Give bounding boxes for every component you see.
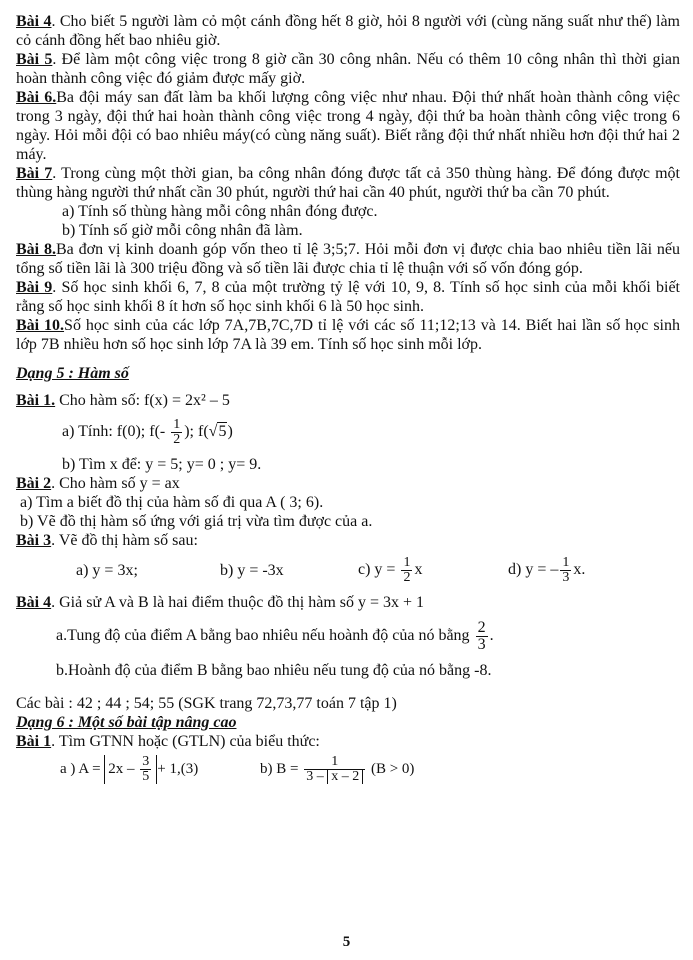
exercise-7-part-b: b) Tính số giờ mỗi công nhân đã làm. (62, 222, 303, 239)
part-text: b) B = (260, 760, 303, 777)
part-d (508, 556, 585, 585)
exercise-text: . Số học sinh khối 6, 7, 8 của một trường tỷ lệ với 10, 9, 8. Tính số học sinh của mỗi khối biết rằng số học sinh khối 8 ít hơn số học sinh khối 6 là 50 học sinh. (16, 279, 680, 315)
exercise-4 (16, 12, 680, 50)
function-exercise-4-part-b: b.Hoành độ của điểm B bằng bao nhiêu nếu tung độ của nó bằng -8. (56, 662, 492, 679)
advanced-exercise-1 (16, 732, 680, 751)
exercise-text: . Cho biết 5 người làm cỏ một cánh đồng hết 8 giờ, hỏi 8 người với (cùng năng suất như thế) làm cỏ cánh đồng hết bao nhiêu giờ. (16, 13, 681, 49)
exercise-text: Ba đội máy san đất làm ba khối lượng công việc như nhau. Đội thứ nhất hoàn thành công việc trong 3 ngày, đội thứ hai hoàn thành công việc trong 4 ngày, đội thứ ba hoàn thành công việc trong 6 ngày. Hỏi mỗi đội có bao nhiêu máy(có cùng năng suất). Biết rằng đội thứ nhất nhiều hơn đội thứ hai 2 máy. (16, 89, 680, 163)
exercise-text: . Tìm GTNN hoặc (GTLN) của biểu thức: (51, 733, 320, 750)
function-exercise-2-part-a: a) Tìm a biết đồ thị của hàm số đi qua A ( 3; 6). (20, 494, 324, 511)
part-text: ) (227, 423, 233, 441)
fraction-numerator: 3 (142, 754, 150, 769)
exercise-text: . Cho hàm số y = ax (51, 475, 180, 492)
fraction-numerator: 1 (304, 755, 365, 770)
fraction (304, 755, 365, 784)
part-text: x. (573, 561, 586, 579)
fraction-numerator: 1 (562, 555, 570, 570)
absolute-value: x – 2 (327, 770, 363, 784)
part-a: a) y = 3x; (76, 562, 138, 579)
part-b (260, 755, 414, 784)
part-a (60, 755, 260, 784)
fraction (476, 620, 488, 653)
page-number: 5 (342, 934, 351, 950)
exercise-label: Bài 9 (16, 279, 53, 296)
exercise-9 (16, 278, 680, 316)
exercise-label: Bài 1 (16, 733, 52, 750)
fraction-denominator: 5 (142, 769, 150, 784)
exercise-text: Số học sinh của các lớp 7A,7B,7C,7D tỉ lệ với các số 11;12;13 và 14. Biết hai lần số học sinh lớp 7B nhiều hơn số học sinh lớp 7A là 39 em. Tính số học sinh mỗi lớp. (16, 317, 680, 353)
function-exercise-2-part-b: b) Vẽ đồ thị hàm số ứng với giá trị vừa tìm được của a. (20, 513, 373, 530)
function-exercise-4-part-a (16, 620, 680, 653)
exercise-10 (16, 316, 680, 354)
exercise-8 (16, 240, 680, 278)
part-text: ); f( (184, 423, 209, 441)
exercise-label: Bài 8. (16, 241, 56, 258)
fraction-denominator: 3 (477, 636, 486, 653)
part-text: 2x – (108, 760, 139, 777)
part-text: a ) A = (60, 760, 105, 777)
fraction (171, 418, 182, 447)
exercise-text: . Trong cùng một thời gian, ba công nhân đóng được tất cả 350 thùng hàng. Để đóng được một thùng hàng người thứ nhất cần 30 phút, người thứ hai cần 40 phút, người thứ ba cần 70 phút. (16, 165, 681, 201)
fraction-numerator: 1 (403, 555, 411, 570)
section-title-dang-6: Dạng 6 : Một số bài tập nâng cao (16, 714, 237, 731)
fraction-denominator: 3 (562, 570, 570, 585)
exercise-label: Bài 1. (16, 392, 56, 409)
exercise-label: Bài 5 (16, 51, 53, 68)
fraction-numerator: 2 (477, 619, 486, 636)
fraction (140, 755, 151, 784)
fraction-denominator: 2 (403, 570, 411, 585)
sqrt-symbol: √ (208, 423, 218, 441)
part-text: + 1,(3) (157, 760, 199, 777)
function-exercise-1-part-a (16, 418, 680, 447)
part-text: c) y = (358, 561, 400, 579)
function-exercise-1-part-b: b) Tìm x để: y = 5; y= 0 ; y= 9. (62, 456, 262, 473)
part-text: a.Tung độ của điểm A bằng bao nhiêu nếu hoành độ của nó bằng (56, 627, 474, 645)
function-exercise-4 (16, 593, 680, 612)
function-exercise-1 (16, 391, 680, 410)
fraction-denominator: 2 (173, 432, 181, 447)
sqrt-radicand: 5 (218, 423, 227, 441)
part-c (358, 556, 508, 585)
fraction (401, 556, 412, 585)
exercise-label: Bài 3 (16, 532, 52, 549)
part-text: (B > 0) (367, 760, 415, 777)
exercise-text: . Để làm một công việc trong 8 giờ cần 30 công nhân. Nếu có thêm 10 công nhân thì thời gian hoàn thành công việc đó giảm được mấy giờ. (16, 51, 680, 87)
part-b: b) y = -3x (220, 562, 284, 579)
exercise-label: Bài 4 (16, 594, 52, 611)
absolute-value (104, 755, 157, 784)
exercise-label: Bài 10. (16, 317, 65, 334)
exercise-text: Cho hàm số: f(x) = 2x² – 5 (55, 392, 230, 409)
exercise-label: Bài 2 (16, 475, 52, 492)
exercise-label: Bài 4 (16, 13, 52, 30)
section-title-dang-5: Dạng 5 : Hàm số (16, 365, 129, 382)
fraction-denominator (304, 770, 365, 784)
exercise-text: Ba đơn vị kinh doanh góp vốn theo tỉ lệ 3;5;7. Hỏi mỗi đơn vị được chia bao nhiêu tiền lãi nếu tổng số tiền lãi là 300 triệu đồng và số tiền lãi được chia tỉ lệ thuận với số vốn đóng góp. (16, 241, 680, 277)
exercise-7-part-a: a) Tính số thùng hàng mỗi công nhân đóng được. (62, 203, 378, 220)
exercise-6 (16, 88, 680, 164)
advanced-exercise-1-parts (16, 755, 680, 784)
part-text: . (489, 627, 494, 645)
fraction-numerator: 1 (173, 417, 181, 432)
document-page (16, 12, 680, 784)
function-exercise-2 (16, 474, 680, 493)
exercise-text: . Vẽ đồ thị hàm số sau: (51, 532, 198, 549)
part-text: 3 – (306, 769, 328, 784)
function-exercise-3 (16, 531, 680, 550)
exercise-5 (16, 50, 680, 88)
part-text: x (414, 561, 423, 579)
textbook-exercises-note: Các bài : 42 ; 44 ; 54; 55 (SGK trang 72,73,77 toán 7 tập 1) (16, 695, 397, 712)
exercise-7 (16, 164, 680, 202)
fraction (560, 556, 571, 585)
part-text: d) y = – (508, 561, 559, 579)
exercise-label: Bài 7 (16, 165, 53, 182)
part-text: a) Tính: f(0); f(- (62, 423, 170, 441)
exercise-text: . Giả sử A và B là hai điểm thuộc đồ thị hàm số y = 3x + 1 (51, 594, 425, 611)
exercise-label: Bài 6. (16, 89, 57, 106)
function-exercise-3-parts (16, 556, 680, 585)
